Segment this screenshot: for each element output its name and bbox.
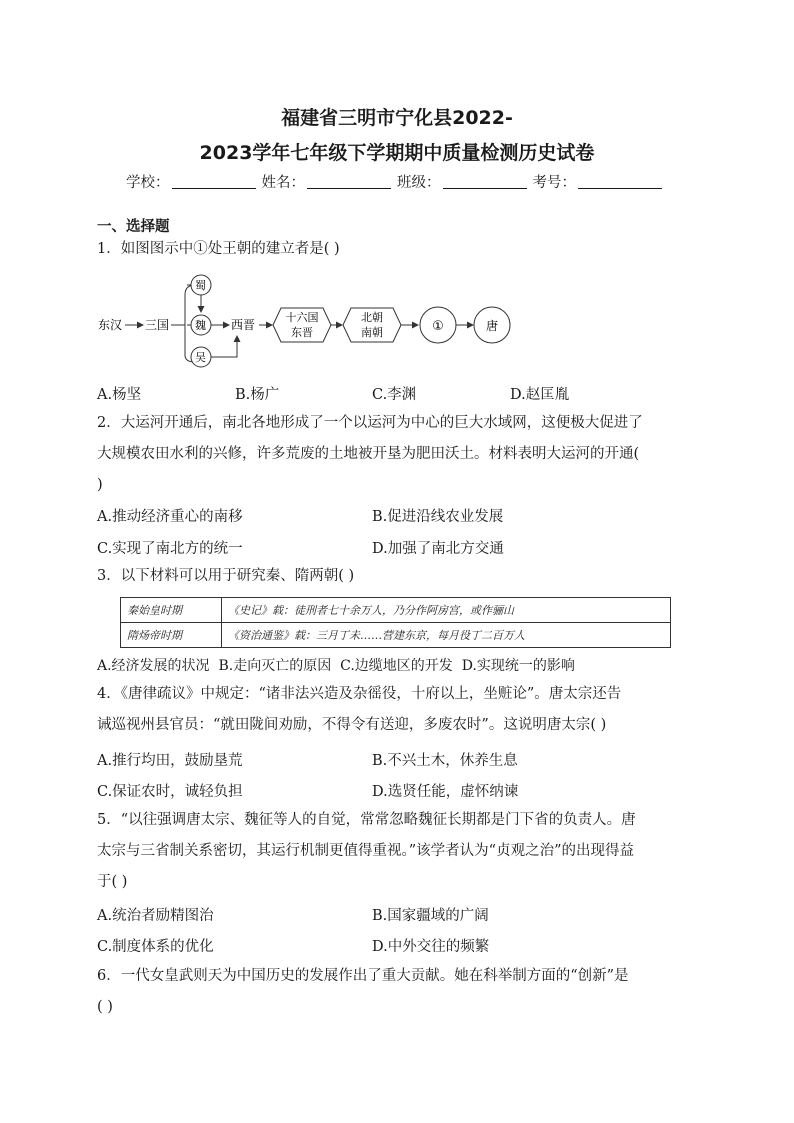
- q5-option-b[interactable]: B.国家疆域的广阔: [372, 908, 489, 924]
- node-wu: 吴: [195, 351, 206, 364]
- class-blank: [443, 173, 527, 189]
- question-5-number: 5．: [97, 812, 121, 828]
- question-2-line-2: 大规模农田水利的兴修，许多荒废的土地被开垦为肥田沃土。材料表明大运河的开通(: [97, 446, 640, 462]
- question-3: [97, 561, 354, 592]
- dynasty-diagram: [95, 270, 525, 370]
- node-beichao: 北朝: [361, 311, 383, 324]
- node-sixteen: 十六国: [285, 311, 319, 324]
- question-1-number: 1．: [97, 241, 121, 257]
- question-2-line-1: [97, 408, 643, 439]
- table-row: [121, 598, 671, 623]
- name-label: 姓名：: [261, 175, 305, 191]
- question-4-number: 4．: [97, 686, 121, 702]
- q4-option-d[interactable]: D.选贤任能，虚怀纳谏: [372, 784, 519, 800]
- node-donghan: 东汉: [98, 318, 123, 332]
- node-tang: 唐: [485, 319, 499, 333]
- question-6-number: 6．: [97, 968, 121, 984]
- page-title-line-1: 福建省三明市宁化县2022-: [281, 107, 513, 129]
- school-label: 学校：: [126, 175, 170, 191]
- q5-option-c[interactable]: C.制度体系的优化: [97, 939, 214, 955]
- section-heading: 一、选择题: [97, 219, 170, 235]
- table-cell-period: 隋炀帝时期: [121, 623, 222, 648]
- node-dongjin: 东晋: [291, 326, 313, 339]
- q5-option-a[interactable]: A.统治者励精图治: [97, 908, 214, 924]
- q1-option-d[interactable]: D.赵匡胤: [510, 387, 570, 403]
- node-circle1: ①: [432, 319, 444, 334]
- number-label: 考号：: [532, 175, 576, 191]
- student-info-line: [0, 171, 794, 192]
- question-2-line-3: ): [97, 477, 103, 493]
- q1-option-c[interactable]: C.李渊: [372, 387, 417, 403]
- question-6-line-2: ( ): [97, 999, 113, 1015]
- question-3-number: 3．: [97, 568, 121, 584]
- page-title-line-2: 2023学年七年级下学期期中质量检测历史试卷: [199, 142, 595, 164]
- name-blank: [307, 173, 391, 189]
- question-5-text-1: “以往强调唐太宗、魏征等人的自觉，常常忽略魏征长期都是门下省的负责人。唐: [120, 812, 636, 828]
- question-4-line-1: [97, 679, 621, 710]
- q2-option-b[interactable]: B.促进沿线农业发展: [372, 509, 504, 525]
- question-1: [97, 234, 340, 265]
- q2-option-a[interactable]: A.推动经济重心的南移: [97, 509, 243, 525]
- question-2-number: 2．: [97, 415, 121, 431]
- question-5-line-2: 太宗与三省制关系密切，其运行机制更值得重视。”该学者认为“贞观之治”的出现得益: [97, 843, 634, 859]
- table-cell-content: 《资治通鉴》载：三月丁未……营建东京，每月役丁二百万人: [222, 623, 671, 648]
- table-cell-period: 秦始皇时期: [121, 598, 222, 623]
- q4-option-c[interactable]: C.保证农时，诚轻负担: [97, 784, 243, 800]
- question-5-line-1: [97, 805, 636, 836]
- q1-option-b[interactable]: B.杨广: [235, 387, 280, 403]
- node-nanchao: 南朝: [361, 326, 383, 339]
- q2-option-c[interactable]: C.实现了南北方的统一: [97, 541, 243, 557]
- question-2-text-1: 大运河开通后，南北各地形成了一个以运河为中心的巨大水域网，这便极大促进了: [120, 415, 643, 431]
- q3-option-a[interactable]: A.经济发展的状况: [97, 658, 210, 674]
- q3-option-c[interactable]: C.边缆地区的开发: [340, 658, 453, 674]
- q4-option-a[interactable]: A.推行均田，鼓励垦荒: [97, 753, 243, 769]
- question-4-text-1: 《唐律疏议》中规定：“诸非法兴造及杂徭役，十府以上，坐赃论”。唐太宗还告: [120, 686, 622, 702]
- question-6-text-1: 一代女皇武则天为中国历史的发展作出了重大贡献。她在科举制方面的“创新”是: [120, 968, 629, 984]
- arrow-wu-xijin: [211, 336, 237, 357]
- question-3-material-table: [120, 597, 671, 648]
- table-row: [121, 623, 671, 648]
- class-label: 班级：: [397, 175, 441, 191]
- school-blank: [172, 173, 256, 189]
- q1-option-a[interactable]: A.杨坚: [97, 387, 142, 403]
- node-shu: 蜀: [195, 279, 206, 292]
- question-3-text: 以下材料可以用于研究秦、隋两朝( ): [120, 568, 355, 584]
- number-blank: [578, 173, 662, 189]
- question-5-line-3: 于( ): [97, 874, 128, 890]
- node-wei: 魏: [195, 319, 206, 332]
- q3-option-d[interactable]: D.实现统一的影响: [461, 658, 575, 674]
- q2-option-d[interactable]: D.加强了南北方交通: [372, 541, 504, 557]
- table-cell-content: 《史记》载：徒刑者七十余万人，乃分作阿房宫，或作骊山: [222, 598, 671, 623]
- q5-option-d[interactable]: D.中外交往的频繁: [372, 939, 490, 955]
- question-6-line-1: [97, 961, 629, 992]
- question-4-line-2: 诫巡视州县官员：“就田陇间劝励，不得令有送迎，多废农时”。这说明唐太宗( ): [97, 717, 607, 733]
- question-1-text: 如图图示中①处王朝的建立者是( ): [120, 241, 340, 257]
- node-xijin: 西晋: [231, 318, 256, 332]
- q3-option-b[interactable]: B.走向灭亡的原因: [218, 658, 332, 674]
- node-sanguo: 三国: [145, 318, 170, 332]
- q3-options-row: [97, 655, 575, 675]
- q4-option-b[interactable]: B.不兴土木，休养生息: [372, 753, 518, 769]
